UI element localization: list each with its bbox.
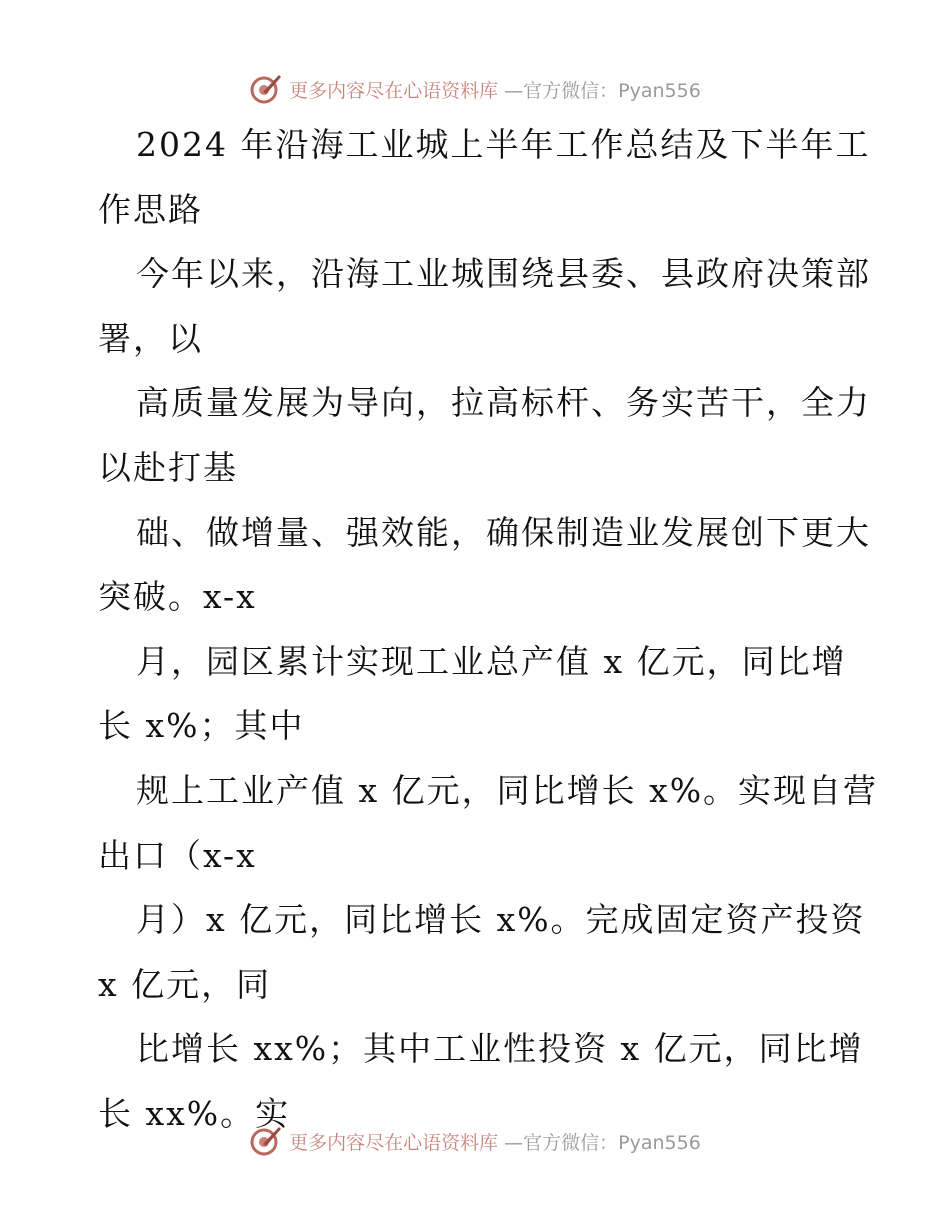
watermark-brand-text: 更多内容尽在心语资料库 bbox=[289, 1131, 499, 1154]
doc-title-line-2: 作思路 bbox=[98, 189, 203, 229]
doc-text-line: 以赴打基 bbox=[98, 447, 238, 487]
watermark-wechat-text: —官方微信：Pyan556 bbox=[504, 1131, 701, 1154]
doc-text-line: 月，园区累计实现工业总产值 x 亿元，同比增 bbox=[136, 641, 847, 681]
quill-seal-icon bbox=[249, 72, 283, 106]
doc-text-line: 长 xx%。实 bbox=[98, 1093, 291, 1133]
doc-text-line: 础、做增量、强效能，确保制造业发展创下更大 bbox=[136, 512, 871, 552]
doc-text-line: 突破。x-x bbox=[98, 577, 257, 617]
doc-text-line: 高质量发展为导向，拉高标杆、务实苦干，全力 bbox=[136, 383, 871, 423]
document-body bbox=[98, 125, 879, 1160]
doc-text-line: 规上工业产值 x 亿元，同比增长 x%。实现自营 bbox=[136, 770, 879, 810]
doc-text-line: 署，以 bbox=[98, 318, 203, 358]
doc-text-line: 月）x 亿元，同比增长 x%。完成固定资产投资 bbox=[136, 900, 866, 940]
doc-title-line-1: 2024 年沿海工业城上半年工作总结及下半年工 bbox=[136, 125, 871, 164]
doc-text-line: 长 x%；其中 bbox=[98, 706, 305, 746]
doc-text-line: x 亿元，同 bbox=[98, 964, 272, 1004]
quill-seal-icon bbox=[249, 1124, 283, 1158]
doc-text-line: 出口（x-x bbox=[98, 835, 257, 875]
header-watermark bbox=[0, 72, 950, 106]
doc-text-line: 比增长 xx%；其中工业性投资 x 亿元，同比增 bbox=[136, 1029, 864, 1069]
footer-watermark bbox=[0, 1124, 950, 1158]
watermark-brand-text: 更多内容尽在心语资料库 bbox=[289, 79, 499, 102]
doc-text-line: 今年以来，沿海工业城围绕县委、县政府决策部 bbox=[136, 254, 871, 294]
watermark-wechat-text: —官方微信：Pyan556 bbox=[504, 79, 701, 102]
